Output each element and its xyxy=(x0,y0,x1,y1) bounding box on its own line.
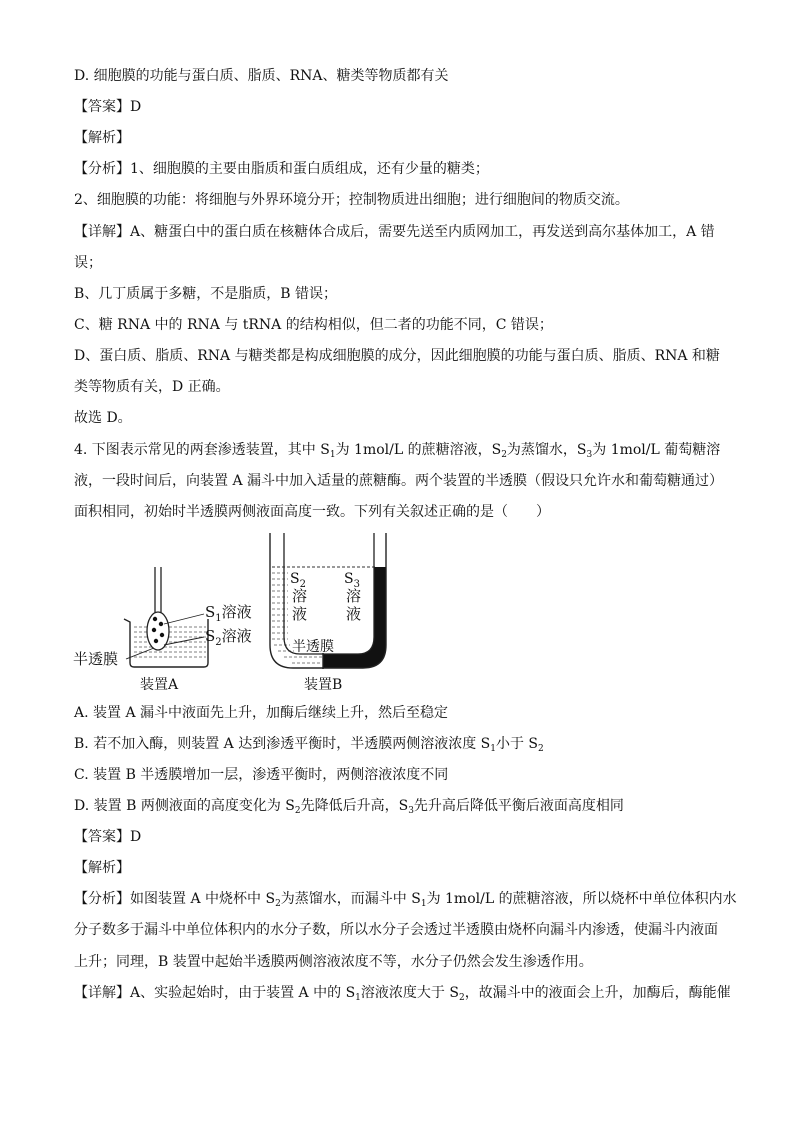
question-4-line-1 xyxy=(74,441,720,464)
option-d-prev: D. 细胞膜的功能与蛋白质、脂质、RNA、糖类等物质都有关 xyxy=(74,68,449,84)
detail2-sub-2: 2 xyxy=(458,993,465,1003)
question-4-line-3: 面积相同，初始时半透膜两侧液面高度一致。下列有关叙述正确的是（ ） xyxy=(74,504,550,520)
option-d-mid: 先降低后升高，S xyxy=(300,798,409,814)
b-s2-label: $S_2$ xyxy=(290,571,306,590)
question-4-line-2: 液，一段时间后，向装置 A 漏斗中加入适量的蔗糖酶。两个装置的半透膜（假设只允许水和葡萄糖通过） xyxy=(74,473,724,489)
b-s3-text-2: 液 xyxy=(346,605,362,623)
option-b-text: B. 若不加入酶，则装置 A 达到渗透平衡时，半透膜两侧溶液浓度 S xyxy=(74,736,491,752)
option-c: C. 装置 B 半透膜增加一层，渗透平衡时，两侧溶液浓度不同 xyxy=(74,767,449,783)
b-s2-text-1: 溶 xyxy=(292,587,308,605)
analysis2-line-2: 分子数多于漏斗中单位体积内的水分子数，所以水分子会透过半透膜由烧杯向漏斗内渗透，使漏斗内液面 xyxy=(74,922,718,938)
device-a-caption: 装置A xyxy=(140,677,179,693)
analysis2-text-c: 为 1mol/L 的蔗糖溶液，所以烧杯中单位体积内水 xyxy=(426,891,737,907)
analysis-text-2: 2、细胞膜的功能：将细胞与外界环境分开；控制物质进出细胞；进行细胞间的物质交流。 xyxy=(74,192,629,208)
q4-sub-1: 1 xyxy=(329,450,336,460)
option-b xyxy=(74,735,544,758)
analysis2-sub-2: 1 xyxy=(420,899,427,909)
detail-text-6: 类等物质有关，D 正确。 xyxy=(74,379,230,395)
detail2-line-1 xyxy=(74,984,731,1007)
detail-text-1: 【详解】A、糖蛋白中的蛋白质在核糖体合成后，需要先送至内质网加工，再发送到高尔基体加工，A 错 xyxy=(74,224,715,240)
osmosis-figure xyxy=(60,527,400,695)
detail-text-5: D、蛋白质、脂质、RNA 与糖类都是构成细胞膜的成分，因此细胞膜的功能与蛋白质、脂质、RNA 和糖 xyxy=(74,348,720,364)
option-b-sub-1: 1 xyxy=(490,744,496,754)
option-b-mid: 小于 S xyxy=(495,736,539,752)
option-b-sub-2: 2 xyxy=(538,744,544,754)
b-s2-text-2: 液 xyxy=(292,605,308,623)
answer-label: 【答案】D xyxy=(74,99,142,115)
q4-sub-3: 3 xyxy=(586,450,593,460)
b-s3-label: $S_3$ xyxy=(344,571,360,590)
q4-text-a: 4. 下图表示常见的两套渗透装置，其中 S xyxy=(74,442,330,458)
detail-text-2: 误； xyxy=(74,255,102,271)
q4-text-c: 为蒸馏水，S xyxy=(506,442,587,458)
detail2-text-a: 【详解】A、实验起始时，由于装置 A 中的 S xyxy=(74,985,356,1001)
option-d-sub-2: 3 xyxy=(408,806,414,816)
answer-label-2: 【答案】D xyxy=(74,829,142,845)
s1-solution-label: $S_1$溶液 xyxy=(205,603,252,624)
detail-text-3: B、几丁质属于多糖，不是脂质，B 错误； xyxy=(74,286,338,302)
analysis2-text-b: 为蒸馏水，而漏斗中 S xyxy=(280,891,421,907)
analysis2-line-3: 上升；同理，B 装置中起始半透膜两侧溶液浓度不等，水分子仍然会发生渗透作用。 xyxy=(74,954,593,970)
detail2-sub-1: 1 xyxy=(355,993,361,1003)
detail2-text-c: ，故漏斗中的液面会上升，加酶后，酶能催 xyxy=(464,985,731,1001)
device-b-caption: 装置B xyxy=(304,677,343,693)
analysis2-text-a: 【分析】如图装置 A 中烧杯中 S xyxy=(74,891,276,907)
s2-solution-label: $S_2$溶液 xyxy=(205,627,252,648)
option-d xyxy=(74,797,624,820)
analysis2-line-1 xyxy=(74,890,737,913)
analysis-text-1: 【分析】1、细胞膜的主要由脂质和蛋白质组成，还有少量的糖类； xyxy=(74,161,489,177)
analysis2-sub-1: 2 xyxy=(275,899,281,909)
b-s3-text-1: 溶 xyxy=(346,587,362,605)
detail-text-4: C、糖 RNA 中的 RNA 与 tRNA 的结构相似，但二者的功能不同，C 错误； xyxy=(74,317,553,333)
option-a: A. 装置 A 漏斗中液面先上升，加酶后继续上升，然后至稳定 xyxy=(74,705,449,721)
q4-text-b: 为 1mol/L 的蔗糖溶液，S xyxy=(335,442,502,458)
analysis-label: 【解析】 xyxy=(74,130,130,146)
detail2-text-b: 溶液浓度大于 S xyxy=(360,985,459,1001)
device-b-diagram xyxy=(270,533,386,693)
option-d-sub-1: 2 xyxy=(294,806,301,816)
q4-text-d: 为 1mol/L 葡萄糖溶 xyxy=(592,442,721,458)
membrane-b-label: 半透膜 xyxy=(292,639,334,655)
analysis-label-2: 【解析】 xyxy=(74,860,130,876)
option-d-text: D. 装置 B 两侧液面的高度变化为 S xyxy=(74,798,295,814)
option-d-post: 先升高后降低平衡后液面高度相同 xyxy=(413,798,624,814)
membrane-a-label: 半透膜 xyxy=(73,650,119,668)
conclusion-text: 故选 D。 xyxy=(74,410,132,426)
q4-sub-2: 2 xyxy=(501,450,507,460)
device-a-diagram xyxy=(73,567,252,693)
